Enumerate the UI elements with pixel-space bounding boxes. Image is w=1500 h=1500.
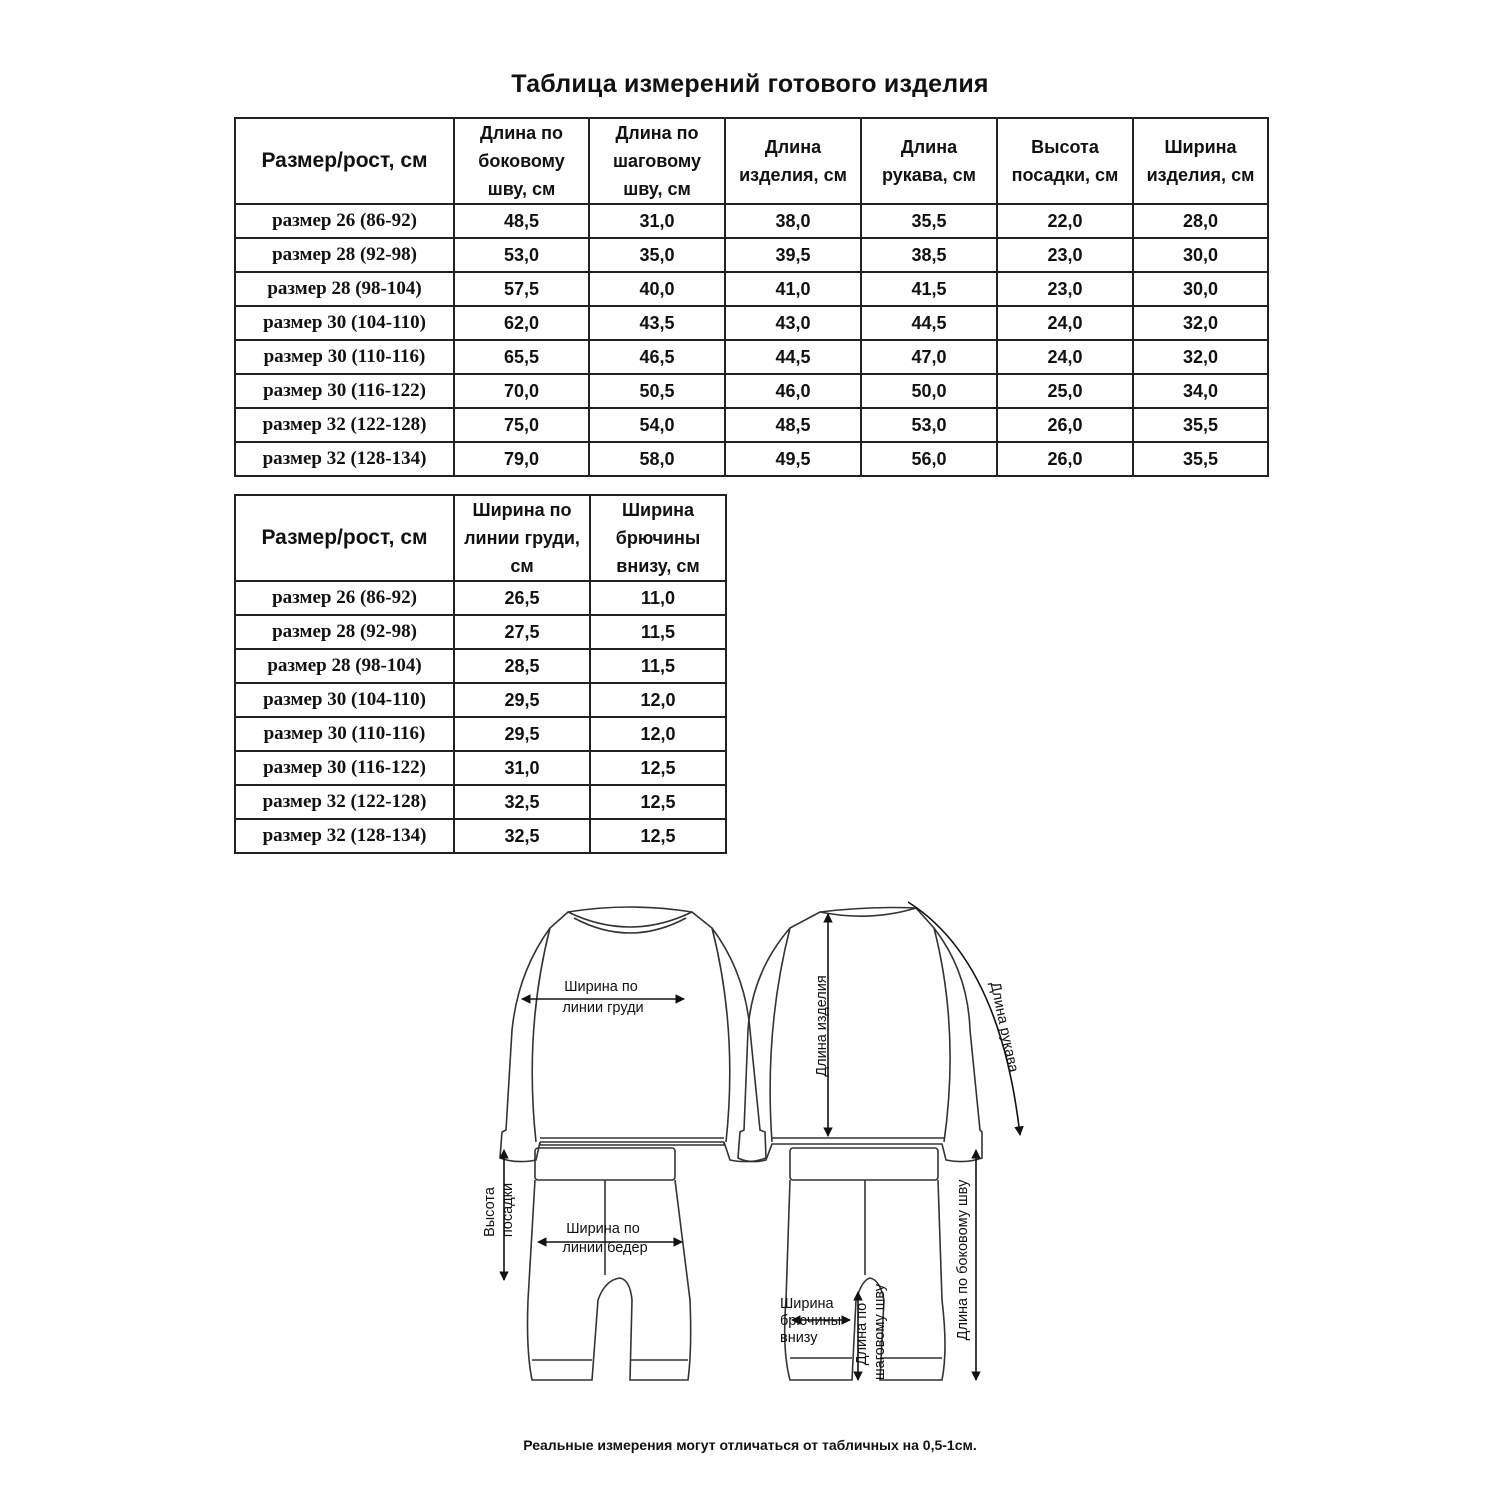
- value-cell: 38,5: [861, 238, 997, 272]
- measurements-table-secondary: [234, 494, 727, 854]
- column-header: [235, 495, 454, 581]
- column-header-line: Длина: [764, 137, 822, 157]
- table-row: [235, 340, 1268, 374]
- column-header: [725, 118, 861, 204]
- value-cell: 12,5: [590, 785, 726, 819]
- column-header-line: Длина: [900, 137, 958, 157]
- column-header-line: посадки, см: [1011, 165, 1119, 185]
- chest-width-label: Ширина по линии груди: [562, 979, 644, 1016]
- rise-height-label: Высота посадки: [482, 1182, 516, 1238]
- column-header-line: шву, см: [623, 179, 691, 199]
- size-cell: размер 28 (98-104): [235, 649, 454, 683]
- column-header-line: см: [510, 556, 534, 576]
- value-cell: 50,5: [589, 374, 725, 408]
- value-cell: 24,0: [997, 340, 1133, 374]
- table-row: [235, 649, 726, 683]
- value-cell: 46,0: [725, 374, 861, 408]
- value-cell: 48,5: [725, 408, 861, 442]
- value-cell: 56,0: [861, 442, 997, 476]
- size-cell: размер 30 (110-116): [235, 340, 454, 374]
- front-sweatshirt-drawing: [500, 907, 766, 1162]
- value-cell: 40,0: [589, 272, 725, 306]
- value-cell: 27,5: [454, 615, 590, 649]
- value-cell: 70,0: [454, 374, 589, 408]
- value-cell: 12,5: [590, 819, 726, 853]
- size-cell: размер 32 (122-128): [235, 785, 454, 819]
- column-header: [1133, 118, 1268, 204]
- value-cell: 26,0: [997, 408, 1133, 442]
- value-cell: 41,0: [725, 272, 861, 306]
- value-cell: 41,5: [861, 272, 997, 306]
- table-row: [235, 751, 726, 785]
- table-row: [235, 615, 726, 649]
- value-cell: 26,0: [997, 442, 1133, 476]
- value-cell: 54,0: [589, 408, 725, 442]
- column-header-line: Ширина: [621, 500, 695, 520]
- table-row: [235, 408, 1268, 442]
- value-cell: 22,0: [997, 204, 1133, 238]
- value-cell: 30,0: [1133, 272, 1268, 306]
- column-header: [590, 495, 726, 581]
- size-cell: размер 26 (86-92): [235, 581, 454, 615]
- value-cell: 62,0: [454, 306, 589, 340]
- column-header-line: брючины: [615, 528, 701, 548]
- column-header: [454, 495, 590, 581]
- value-cell: 79,0: [454, 442, 589, 476]
- value-cell: 30,0: [1133, 238, 1268, 272]
- table-row: [235, 306, 1268, 340]
- value-cell: 53,0: [454, 238, 589, 272]
- page-title: Таблица измерений готового изделия: [511, 70, 989, 98]
- value-cell: 39,5: [725, 238, 861, 272]
- value-cell: 24,0: [997, 306, 1133, 340]
- value-cell: 35,0: [589, 238, 725, 272]
- value-cell: 31,0: [454, 751, 590, 785]
- size-cell: размер 30 (104-110): [235, 683, 454, 717]
- column-header: [235, 118, 454, 204]
- value-cell: 11,5: [590, 615, 726, 649]
- column-header-line: Ширина по: [472, 500, 572, 520]
- value-cell: 31,0: [589, 204, 725, 238]
- value-cell: 32,0: [1133, 306, 1268, 340]
- size-cell: размер 28 (92-98): [235, 615, 454, 649]
- value-cell: 12,0: [590, 717, 726, 751]
- table-row: [235, 272, 1268, 306]
- footnote: Реальные измерения могут отличаться от табличных на 0,5-1см.: [523, 1437, 977, 1453]
- column-header: [454, 118, 589, 204]
- value-cell: 34,0: [1133, 374, 1268, 408]
- value-cell: 11,0: [590, 581, 726, 615]
- table-row: [235, 204, 1268, 238]
- size-cell: размер 28 (98-104): [235, 272, 454, 306]
- value-cell: 43,0: [725, 306, 861, 340]
- value-cell: 29,5: [454, 683, 590, 717]
- column-header-line: рукава, см: [882, 165, 976, 185]
- value-cell: 25,0: [997, 374, 1133, 408]
- column-header-line: изделия, см: [739, 165, 847, 185]
- column-header-line: Ширина: [1164, 137, 1237, 157]
- size-cell: размер 32 (122-128): [235, 408, 454, 442]
- column-header-line: боковому: [478, 151, 565, 171]
- column-header-line: Длина по: [479, 123, 564, 143]
- back-sweatshirt-drawing: [738, 908, 982, 1162]
- value-cell: 29,5: [454, 717, 590, 751]
- value-cell: 38,0: [725, 204, 861, 238]
- value-cell: 44,5: [861, 306, 997, 340]
- value-cell: 28,5: [454, 649, 590, 683]
- value-cell: 49,5: [725, 442, 861, 476]
- table-row: [235, 785, 726, 819]
- value-cell: 43,5: [589, 306, 725, 340]
- value-cell: 32,5: [454, 819, 590, 853]
- column-header-line: Размер/рост, см: [261, 526, 428, 549]
- column-header-line: Высота: [1031, 137, 1099, 157]
- column-header-line: линии груди,: [464, 528, 580, 548]
- value-cell: 58,0: [589, 442, 725, 476]
- size-cell: размер 30 (116-122): [235, 374, 454, 408]
- table-row: [235, 717, 726, 751]
- table-row: [235, 819, 726, 853]
- size-cell: размер 32 (128-134): [235, 819, 454, 853]
- size-cell: размер 30 (104-110): [235, 306, 454, 340]
- value-cell: 50,0: [861, 374, 997, 408]
- size-cell: размер 30 (116-122): [235, 751, 454, 785]
- column-header-line: изделия, см: [1146, 165, 1255, 185]
- leg-bottom-width-label: Ширина брючины внизу: [780, 1296, 842, 1346]
- value-cell: 65,5: [454, 340, 589, 374]
- size-cell: размер 28 (92-98): [235, 238, 454, 272]
- column-header: [589, 118, 725, 204]
- inseam-length-label: Длина по шаговому шву: [854, 1283, 888, 1381]
- size-cell: размер 30 (110-116): [235, 717, 454, 751]
- value-cell: 35,5: [861, 204, 997, 238]
- value-cell: 12,5: [590, 751, 726, 785]
- table-row: [235, 683, 726, 717]
- value-cell: 35,5: [1133, 408, 1268, 442]
- value-cell: 11,5: [590, 649, 726, 683]
- column-header-line: шаговому: [613, 151, 701, 171]
- value-cell: 28,0: [1133, 204, 1268, 238]
- value-cell: 47,0: [861, 340, 997, 374]
- value-cell: 32,5: [454, 785, 590, 819]
- value-cell: 32,0: [1133, 340, 1268, 374]
- garment-diagram: [460, 880, 1040, 1420]
- column-header-line: Размер/рост, см: [261, 149, 428, 172]
- value-cell: 23,0: [997, 272, 1133, 306]
- value-cell: 53,0: [861, 408, 997, 442]
- column-header-line: Длина по: [615, 123, 699, 143]
- table-row: [235, 374, 1268, 408]
- side-seam-length-label: Длина по боковому шву: [955, 1179, 971, 1341]
- table-row: [235, 581, 726, 615]
- value-cell: 46,5: [589, 340, 725, 374]
- measurements-table-main: [234, 117, 1269, 477]
- size-cell: размер 26 (86-92): [235, 204, 454, 238]
- column-header: [861, 118, 997, 204]
- column-header-line: шву, см: [487, 179, 556, 199]
- table-row: [235, 442, 1268, 476]
- value-cell: 26,5: [454, 581, 590, 615]
- front-pants-drawing: [528, 1148, 691, 1380]
- hip-width-label: Ширина по линии бедер: [562, 1221, 648, 1256]
- table-row: [235, 238, 1268, 272]
- sleeve-length-label: Длина рукава: [986, 980, 1022, 1074]
- value-cell: 35,5: [1133, 442, 1268, 476]
- size-cell: размер 32 (128-134): [235, 442, 454, 476]
- value-cell: 44,5: [725, 340, 861, 374]
- value-cell: 75,0: [454, 408, 589, 442]
- column-header: [997, 118, 1133, 204]
- garment-length-label: Длина изделия: [814, 975, 830, 1077]
- value-cell: 23,0: [997, 238, 1133, 272]
- value-cell: 57,5: [454, 272, 589, 306]
- value-cell: 12,0: [590, 683, 726, 717]
- column-header-line: внизу, см: [616, 556, 700, 576]
- value-cell: 48,5: [454, 204, 589, 238]
